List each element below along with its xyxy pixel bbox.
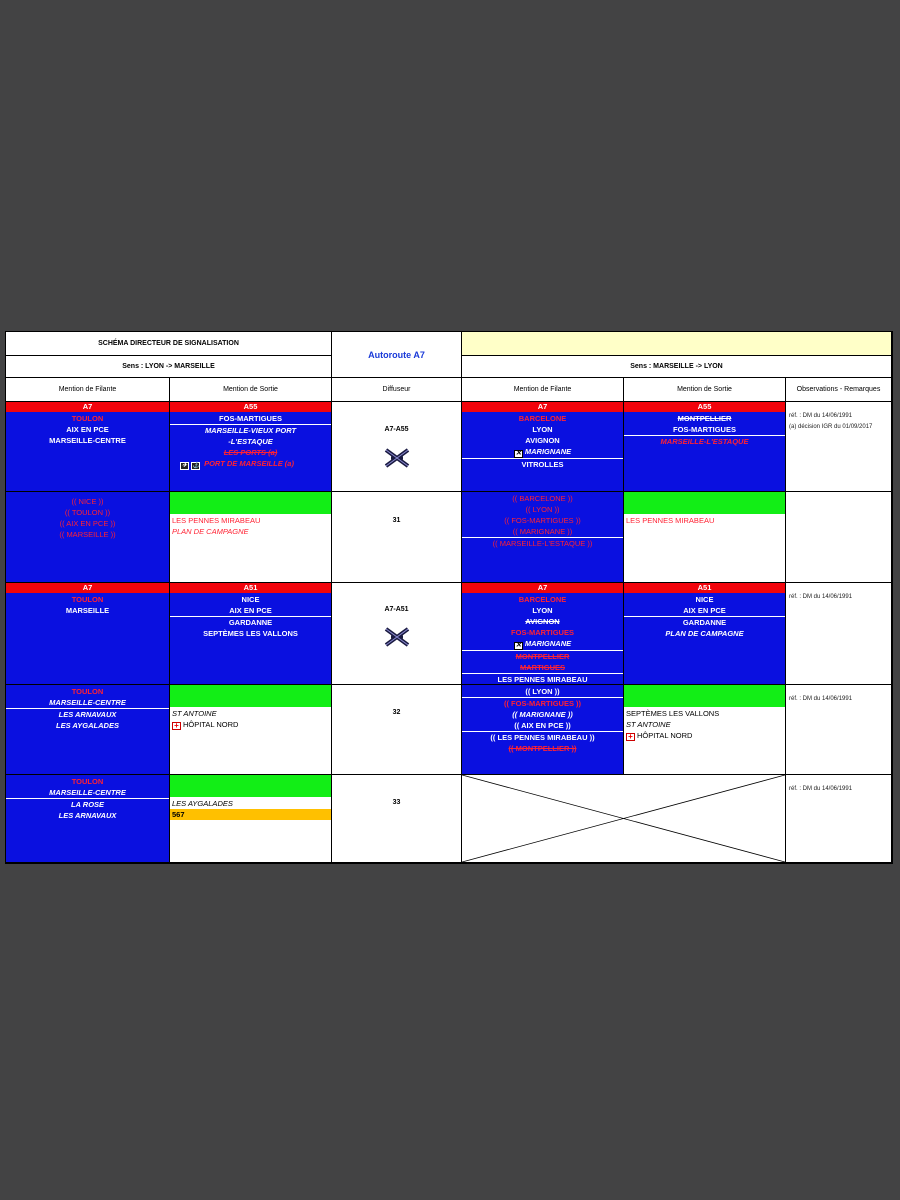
destination: GARDANNE [170,616,331,628]
left-filante-panel [6,583,170,685]
road-number-badge: 567 [170,809,331,820]
destination: PLAN DE CAMPAGNE [172,527,249,536]
col-header-right-sortie: Mention de Sortie [624,378,786,402]
road-bar: A7 [462,402,623,412]
right-sortie-panel [624,402,786,492]
left-filante-panel [6,492,170,583]
empty-crossed-cell [462,775,786,863]
destination: LA ROSE [6,798,169,810]
col-header-left-sortie: Mention de Sortie [170,378,332,402]
destination: (( MARIGNANE )) [512,710,573,719]
destination: TOULON [71,777,104,786]
hospital-icon: + [172,722,181,730]
road-bar: A7 [6,583,169,593]
destination [624,730,785,741]
destination [170,447,331,458]
road-bar: A51 [624,583,785,593]
destination [462,526,623,537]
diffuseur-cell [332,402,462,492]
col-header-remarks: Observations - Remarques [786,378,892,402]
left-sortie-panel [170,775,332,863]
diffuseur-label: 31 [392,517,401,524]
hospital-icon: + [626,733,635,741]
road-name: Autoroute A7 [332,332,462,378]
destination: AIX EN PCE [683,606,726,615]
left-sortie-panel [170,402,332,492]
left-sortie-panel [170,583,332,685]
destination-text: HÔPITAL NORD [183,720,239,729]
destination: MARSEILLE-VIEUX PORT [170,424,331,436]
destination: (( FOS-MARTIGUES )) [504,516,581,525]
destination: (( LYON )) [525,505,560,514]
destination: FOS-MARTIGUES [673,425,736,434]
destination: PLAN DE CAMPAGNE [665,629,744,638]
road-bar: A7 [462,583,623,593]
right-sortie-panel [624,492,786,583]
destination [462,446,623,458]
diffuseur-label: 33 [392,799,401,806]
destination [170,719,331,730]
destination: BARCELONE [518,595,567,604]
destination: NICE [695,595,714,604]
destination: (( MONTPELLIER )) [508,744,577,753]
remark: réf. : DM du 14/06/1991 [789,413,853,419]
destination-text: PORT DE MARSEILLE (a) [204,459,294,468]
destination: LES AYGALADES [56,721,119,730]
destination: LES ARNAVAUX [58,811,117,820]
destination: MONTPELLIER [462,650,623,662]
destination-text: HÔPITAL NORD [637,731,693,740]
destination-text: (( MARIGNANE )) [512,527,573,536]
col-header-left-filante: Mention de Filante [6,378,170,402]
exit-green-bar [624,492,785,514]
airport-icon: ✕ [515,450,522,457]
destination: (( NICE )) [71,497,104,506]
destination: (( LYON )) [525,687,560,696]
road-bar: A55 [624,402,785,412]
destination: MARSEILLE [65,606,110,615]
left-filante-panel [6,775,170,863]
diffuseur-cell [332,775,462,863]
destination: (( MARSEILLE )) [59,530,116,539]
destination: (( LES PENNES MIRABEAU )) [462,731,623,743]
interchange-icon [383,627,411,647]
destination: (( MARSEILLE-L'ESTAQUE )) [462,537,623,549]
remark: réf. : DM du 14/06/1991 [789,786,853,792]
signage-table [5,331,893,864]
destination-text: MARIGNANE [524,447,572,456]
right-filante-panel [462,685,624,775]
destination: FOS-MARTIGUES [219,414,282,423]
left-filante-panel [6,402,170,492]
remark: réf. : DM du 14/06/1991 [789,594,853,600]
destination: (( AIX EN PCE )) [514,721,571,730]
remarks-cell [786,583,892,685]
destination: LES ARNAVAUX [6,708,169,720]
col-header-right-filante: Mention de Filante [462,378,624,402]
destination [462,638,623,650]
destination: AVIGNON [525,436,560,445]
airport-icon: ✈ [181,463,188,469]
destination: MARSEILLE-CENTRE [49,698,126,707]
destination: MARSEILLE-CENTRE [49,788,126,797]
exit-green-bar [170,775,331,797]
destination-text: MARIGNANE [524,639,572,648]
destination: AVIGNON [525,617,560,626]
col-header-diffuseur: Diffuseur [332,378,462,402]
destination: MONTPELLIER [677,414,732,423]
right-sortie-panel [624,685,786,775]
destination: GARDANNE [624,616,785,628]
remark: réf. : DM du 14/06/1991 [789,696,853,702]
exit-green-bar [170,685,331,707]
cross-out-lines [462,775,786,863]
destination: AIX EN PCE [66,425,109,434]
destination: MARTIGUES [520,663,565,672]
left-sortie-panel [170,492,332,583]
destination: TOULON [71,414,104,423]
road-bar: A7 [6,402,169,412]
diffuseur-label: A7-A55 [384,426,409,433]
destination: BARCELONE [518,414,567,423]
right-sortie-panel [624,583,786,685]
port-icon: ⚓ [192,463,200,469]
destination: LYON [532,606,553,615]
diffuseur-cell [332,583,462,685]
destination: LES PENNES MIRABEAU [462,673,623,685]
right-filante-panel [462,402,624,492]
diffuseur-cell [332,492,462,583]
destination: LES PENNES MIRABEAU [172,516,261,525]
destination [170,458,331,470]
direction-right: Sens : MARSEILLE -> LYON [462,356,892,378]
exit-green-bar [170,492,331,514]
destination: LES PENNES MIRABEAU [626,516,715,525]
destination: (( TOULON )) [64,508,111,517]
destination: MARSEILLE-CENTRE [49,436,126,445]
destination: SEPTÈMES LES VALLONS [626,709,720,718]
destination-struck: LES PORTS (a) [223,448,278,457]
left-sortie-panel [170,685,332,775]
direction-left: Sens : LYON -> MARSEILLE [6,356,332,378]
destination: TOULON [71,595,104,604]
destination: FOS-MARTIGUES [511,628,574,637]
remarks-cell [786,492,892,583]
road-bar: A51 [170,583,331,593]
destination: (( FOS-MARTIGUES )) [462,697,623,709]
diffuseur-label: 32 [392,709,401,716]
destination: TOULON [71,687,104,696]
remarks-cell [786,685,892,775]
exit-green-bar [624,685,785,707]
remarks-cell [786,402,892,492]
remarks-cell [786,775,892,863]
destination: ST ANTOINE [172,709,217,718]
right-filante-panel [462,492,624,583]
interchange-icon [383,448,411,468]
right-filante-panel [462,583,624,685]
destination: VITROLLES [462,458,623,470]
diffuseur-label: A7-A51 [384,606,409,613]
yellow-header-cell [462,332,892,356]
destination: SEPTÈMES LES VALLONS [203,629,298,638]
remark: (a) décision IGR du 01/09/2017 [789,424,873,430]
diffuseur-cell [332,685,462,775]
airport-icon: ✕ [515,642,522,649]
left-filante-panel [6,685,170,775]
destination: (( BARCELONE )) [512,494,573,503]
destination: ST ANTOINE [626,720,671,729]
road-bar: A55 [170,402,331,412]
destination: (( AIX EN PCE )) [59,519,116,528]
destination: MARSEILLE-L'ESTAQUE [624,435,785,447]
destination: -L'ESTAQUE [228,437,273,446]
destination: NICE [241,595,260,604]
destination: LYON [532,425,553,434]
destination: AIX EN PCE [229,606,272,615]
destination: LES AYGALADES [172,799,233,808]
table-title: SCHÉMA DIRECTEUR DE SIGNALISATION [6,332,332,356]
